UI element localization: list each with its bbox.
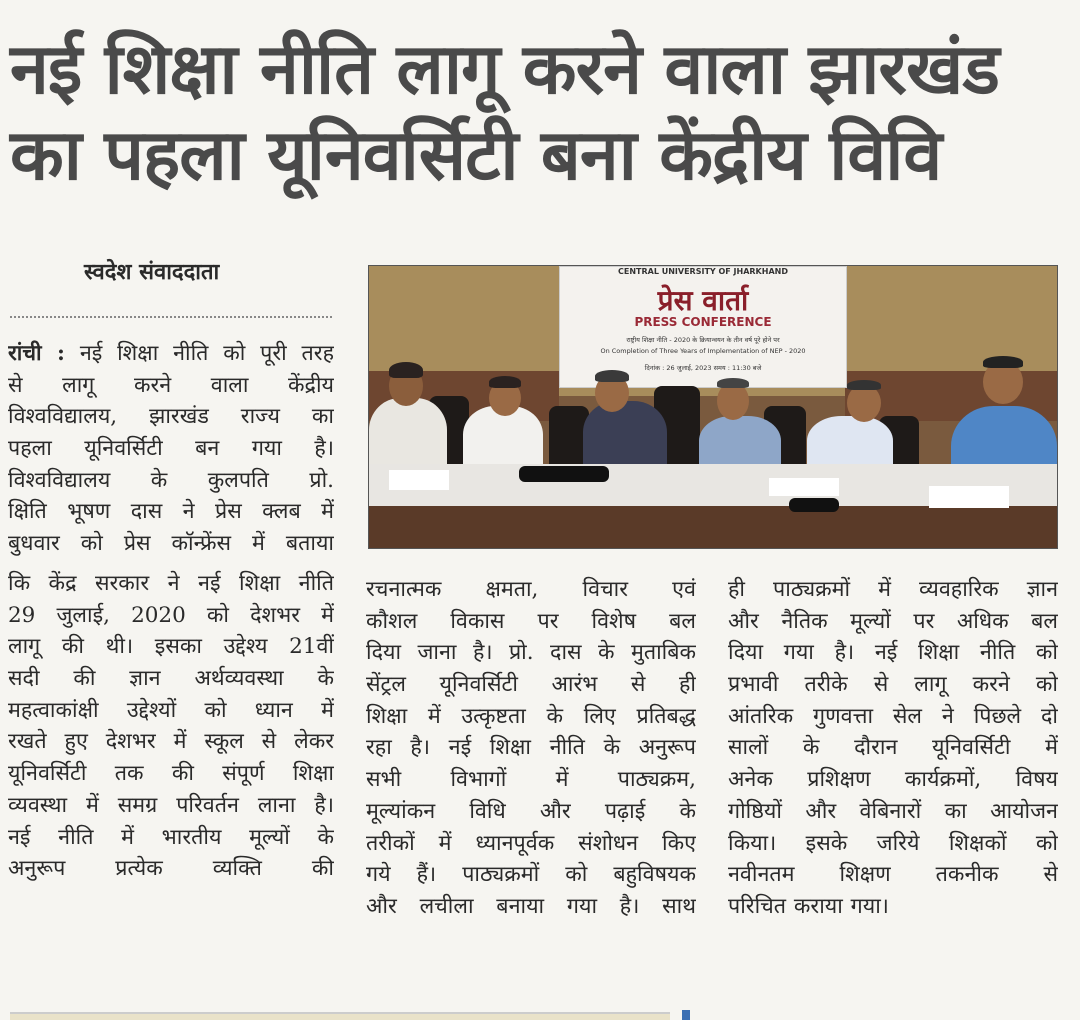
article-line: रखते हुए देशभर में स्कूल से लेकर bbox=[8, 729, 334, 755]
microphones bbox=[519, 466, 609, 482]
article-line: किया। इसके जरिये शिक्षकों को bbox=[728, 830, 1058, 856]
banner-title-hindi: प्रेस वार्ता bbox=[657, 284, 749, 317]
paper bbox=[929, 486, 1009, 508]
article-line: 29 जुलाई, 2020 को देशभर में bbox=[8, 602, 334, 628]
article-line: सेंट्रल यूनिवर्सिटी आरंभ से ही bbox=[366, 672, 696, 698]
microphone bbox=[789, 498, 839, 512]
article-line: मूल्यांकन विधि और पढ़ाई के bbox=[366, 798, 696, 824]
article-line: प्रभावी तरीके से लागू करने को bbox=[728, 672, 1058, 698]
conference-table-front bbox=[369, 506, 1057, 548]
article-line: नई नीति में भारतीय मूल्यों के bbox=[8, 824, 334, 850]
article-line: नवीनतम शिक्षण तकनीक से bbox=[728, 862, 1058, 888]
headline-line-1: नई शिक्षा नीति लागू करने वाला झारखंड bbox=[10, 28, 999, 110]
article-line: क्षिति भूषण दास ने प्रेस क्लब में bbox=[8, 499, 334, 525]
next-article-marker bbox=[682, 1010, 690, 1020]
article-line: रांची : नई शिक्षा नीति को पूरी तरह bbox=[8, 341, 334, 366]
headline-line-2: का पहला यूनिवर्सिटी बना केंद्रीय विवि bbox=[10, 114, 942, 196]
article-line: शिक्षा में उत्कृष्टता के लिए प्रतिबद्ध bbox=[366, 703, 696, 729]
next-article-strip bbox=[0, 1008, 1080, 1020]
article-line: लागू की थी। इसका उद्देश्य 21वीं bbox=[8, 634, 334, 660]
banner-subtitle-hindi: राष्ट्रीय शिक्षा नीति - 2020 के क्रियान्वयन के तीन वर्ष पूरे होने पर bbox=[626, 336, 780, 344]
article-column-2 bbox=[366, 574, 696, 923]
paper bbox=[389, 470, 449, 490]
article-line: सभी विभागों में पाठ्यक्रम, bbox=[366, 767, 696, 793]
byline-divider bbox=[10, 316, 332, 318]
dateline: रांची : bbox=[8, 341, 65, 366]
banner-date: दिनांक : 26 जुलाई, 2023 समय : 11:30 बजे bbox=[644, 364, 762, 372]
article-line: रहा है। नई शिक्षा नीति के अनुरूप bbox=[366, 735, 696, 761]
article-column-3 bbox=[728, 574, 1058, 923]
article-column-1-top bbox=[8, 338, 334, 560]
article-line: अनेक प्रशिक्षण कार्यक्रमों, विषय bbox=[728, 767, 1058, 793]
article-line: विश्वविद्यालय के कुलपति प्रो. bbox=[8, 467, 334, 493]
article-line: बुधवार को प्रेस कॉन्फ्रेंस में बताया bbox=[8, 531, 334, 557]
article-line: और नैतिक मूल्यों पर अधिक बल bbox=[728, 608, 1058, 634]
paper bbox=[769, 478, 839, 496]
next-article-header bbox=[10, 1012, 670, 1020]
press-conference-banner bbox=[559, 266, 847, 388]
banner-university-name: CENTRAL UNIVERSITY OF JHARKHAND bbox=[618, 267, 788, 276]
article-line: अनुरूप प्रत्येक व्यक्ति की bbox=[8, 856, 334, 882]
article-line: सदी की ज्ञान अर्थव्यवस्था के bbox=[8, 666, 334, 692]
article-line: दिया जाना है। प्रो. दास के मुताबिक bbox=[366, 640, 696, 666]
article-line: ही पाठ्यक्रमों में व्यवहारिक ज्ञान bbox=[728, 577, 1058, 602]
article-line: आंतरिक गुणवत्ता सेल ने पिछले दो bbox=[728, 703, 1058, 729]
article-line: दिया गया है। नई शिक्षा नीति को bbox=[728, 640, 1058, 666]
article-line: व्यवस्था में समग्र परिवर्तन लाना है। bbox=[8, 792, 334, 818]
headline bbox=[10, 26, 1070, 198]
article-line: तरीकों में ध्यानपूर्वक संशोधन किए bbox=[366, 830, 696, 856]
article-line: यूनिवर्सिटी तक की संपूर्ण शिक्षा bbox=[8, 761, 334, 787]
article-line: और लचीला बनाया गया है। साथ bbox=[366, 893, 696, 919]
article-line: सालों के दौरान यूनिवर्सिटी में bbox=[728, 735, 1058, 761]
article-line: रचनात्मक क्षमता, विचार एवं bbox=[366, 577, 696, 602]
article-line: महत्वाकांक्षी उद्देश्यों को ध्यान में bbox=[8, 697, 334, 723]
article-line: पहला यूनिवर्सिटी बन गया है। bbox=[8, 436, 334, 462]
article-line: कौशल विकास पर विशेष बल bbox=[366, 608, 696, 634]
byline: स्वदेश संवाददाता bbox=[84, 259, 220, 285]
article-column-1-bottom bbox=[8, 568, 334, 885]
article-line: गये हैं। पाठ्यक्रमों को बहुविषयक bbox=[366, 862, 696, 888]
article-line: विश्वविद्यालय, झारखंड राज्य का bbox=[8, 404, 334, 430]
press-conference-photo bbox=[368, 265, 1058, 549]
banner-title-english: PRESS CONFERENCE bbox=[634, 315, 772, 329]
article-line: गोष्ठियों और वेबिनारों का आयोजन bbox=[728, 798, 1058, 824]
banner-subtitle-english: On Completion of Three Years of Implementation of NEP - 2020 bbox=[600, 347, 806, 355]
article-line: कि केंद्र सरकार ने नई शिक्षा नीति bbox=[8, 571, 334, 596]
article-line: परिचित कराया गया। bbox=[728, 893, 889, 919]
article-line: से लागू करने वाला केंद्रीय bbox=[8, 372, 334, 398]
